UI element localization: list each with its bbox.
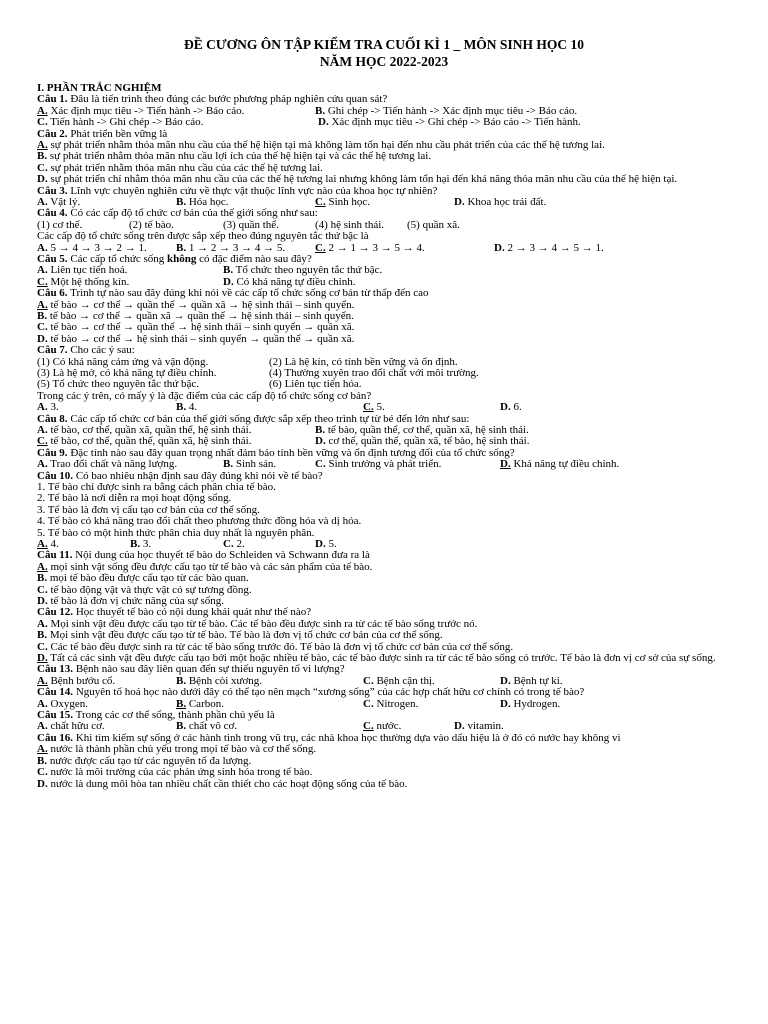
option-row — [37, 402, 731, 413]
option: A. nước là thành phần chủ yếu trong mọi tế bào và cơ thể sống. — [37, 743, 317, 756]
option: C. Tiến hành -> Ghi chép -> Báo cáo. — [37, 116, 204, 129]
option: D. 5. — [315, 538, 337, 551]
option-row — [37, 197, 731, 208]
list-item: (4) Thường xuyên trao đổi chất với môi trường. — [269, 367, 479, 380]
option: B. sự phát triển nhằm thỏa mãn nhu cầu lợi ích của thế hệ hiện tại và các thế hệ tương lai. — [37, 150, 432, 163]
option: C. tế bào, cơ thể, quần thể, quần xã, hệ sinh thái. — [37, 435, 252, 448]
option: C. tế bào → cơ thể → quần thể → hệ sinh thái – sinh quyển → quần xã. — [37, 321, 355, 334]
list-item: (2) Là hệ kín, có tính bền vững và ổn định. — [269, 355, 458, 368]
section-heading: I. PHẦN TRẮC NGHIỆM — [37, 82, 162, 94]
option: A. 5 → 4 → 3 → 2 → 1. — [37, 241, 147, 254]
option: D. Có khả năng tự điều chỉnh. — [223, 275, 356, 288]
question: Câu 3. Lĩnh vực chuyên nghiên cứu về thực vật thuộc lĩnh vực nào của khoa học tự nhiên? — [37, 184, 438, 197]
list-item: (1) Có khả năng cảm ứng và vận động. — [37, 355, 209, 368]
question: Câu 15. Trong các cơ thể sống, thành phần chủ yếu là — [37, 709, 275, 722]
option-row — [37, 117, 731, 128]
option: A. chất hữu cơ. — [37, 720, 105, 733]
question: Câu 16. Khi tìm kiếm sự sống ở các hành tinh trong vũ trụ, các nhà khoa học thường dựa vào dấu hiệu là ở đó có nước hay không vì — [37, 731, 621, 744]
option: D. cơ thể, quần thể, quần xã, tế bào, hệ sinh thái. — [315, 435, 530, 448]
option: C. Nitrogen. — [363, 697, 419, 710]
option: A. Bệnh bướu cổ. — [37, 674, 116, 687]
question: Câu 12. Học thuyết tế bào có nội dung khái quát như thế nào? — [37, 606, 312, 619]
question: Câu 10. Có bao nhiêu nhận định sau đây đúng khi nói về tế bào? — [37, 469, 323, 482]
option: B. 1 → 2 → 3 → 4 → 5. — [176, 241, 286, 254]
question-lead: Trong các ý trên, có mấy ý là đặc điểm của các cấp độ tổ chức sống cơ bản? — [37, 389, 372, 402]
option: D. Xác định mục tiêu -> Ghi chép -> Báo cáo -> Tiến hành. — [318, 116, 581, 129]
list-item: 2. Tế bào là nơi diễn ra mọi hoạt động sống. — [37, 492, 232, 505]
question-lead: Các cấp độ tổ chức sống trên được sắp xếp theo đúng nguyên tắc thứ bậc là — [37, 230, 369, 243]
option: C. tế bào động vật và thực vật có sự tương đồng. — [37, 583, 252, 596]
option: B. tế bào → cơ thể → quần xã → quần thể → hệ sinh thái – sinh quyển. — [37, 310, 354, 323]
option: A. Mọi sinh vật đều được cấu tạo từ tế bào. Các tế bào đều được sinh ra từ các tế bào sống trước nó. — [37, 617, 478, 630]
question: Câu 1. Đâu là tiến trình theo đúng các bước phương pháp nghiên cứu quan sát? — [37, 93, 388, 106]
option: B. 4. — [176, 401, 198, 414]
list-item: (4) hệ sinh thái. — [315, 218, 385, 231]
option: C. sự phát triển nhằm thỏa mãn nhu cầu của các thế hệ tương lai. — [37, 161, 323, 174]
option: A. tế bào → cơ thể → quần thể → quần xã → hệ sinh thái – sinh quyển. — [37, 298, 355, 311]
option-row — [37, 459, 731, 470]
option: D. vitamin. — [454, 720, 504, 733]
option: C. nước. — [363, 720, 402, 733]
option: B. Bệnh còi xương. — [176, 674, 263, 687]
option-row — [37, 243, 731, 254]
option: B. Carbon. — [176, 697, 224, 710]
option: B. Tổ chức theo nguyên tắc thứ bậc. — [223, 264, 383, 277]
option: A. 3. — [37, 401, 59, 414]
option: C. Bệnh cận thị. — [363, 674, 435, 687]
list-item: (2) tế bào. — [129, 218, 174, 231]
question: Câu 8. Các cấp tổ chức cơ bản của thế giới sống được sắp xếp theo trình tự từ bé đến lớn như sau: — [37, 412, 470, 425]
option-row — [37, 699, 731, 710]
option: B. tế bào, quần thể, cơ thể, quần xã, hệ sinh thái. — [315, 424, 529, 437]
list-item: 1. Tế bào chỉ được sinh ra bằng cách phân chia tế bào. — [37, 481, 276, 493]
option: A. sự phát triển nhằm thỏa mãn nhu cầu của thế hệ hiện tại mà không làm tổn hại đến nhu cầu phát triển của các thế hệ tương lai. — [37, 139, 605, 151]
option: D. tế bào → cơ thể → hệ sinh thái – sinh quyển → quần thể → quần xã. — [37, 332, 355, 345]
option-row — [37, 277, 731, 288]
option: D. 6. — [500, 401, 522, 414]
question: Câu 13. Bệnh nào sau đây liên quan đến sự thiếu nguyên tố vi lượng? — [37, 663, 345, 676]
item-row — [37, 220, 731, 231]
option: C. 2 → 1 → 3 → 5 → 4. — [315, 241, 425, 254]
list-item: (3) Là hệ mở, có khả năng tự điều chỉnh. — [37, 367, 217, 380]
option: A. 4. — [37, 538, 59, 551]
option: D. Tất cả các sinh vật đều được cấu tạo bởi một hoặc nhiều tế bào, các tế bào được sinh ra từ các tế bào sống có trước. Tế bào là đơn vị cơ sở của sự sống. — [37, 652, 716, 665]
option: D. sự phát triển chỉ nhằm thỏa mãn nhu cầu của các thế hệ tương lai nhưng không làm tổn hại đến khả năng thỏa mãn nhu cầu của thế hệ hiện tại. — [37, 173, 678, 186]
option: B. Mọi sinh vật đều được cấu tạo từ tế bào. Tế bào là đơn vị tổ chức cơ bản của cơ thể sống. — [37, 629, 443, 642]
option: D. nước là dung môi hòa tan nhiều chất cần thiết cho các hoạt động sống của tế bào. — [37, 777, 408, 790]
option: D. Khả năng tự điều chỉnh. — [500, 458, 620, 471]
school-year: NĂM HỌC 2022-2023 — [319, 54, 449, 69]
document-title: ĐỀ CƯƠNG ÔN TẬP KIỂM TRA CUỐI KÌ 1 _ MÔN SINH HỌC 10 — [184, 37, 584, 52]
question: Câu 6. Trình tự nào sau đây đúng khi nói về các cấp tổ chức sống cơ bản từ thấp đến cao — [37, 287, 429, 300]
option: B. 3. — [130, 538, 152, 551]
option: A. mọi sinh vật sống đều được cấu tạo từ tế bào và các sản phẩm của tế bào. — [37, 560, 373, 573]
question: Câu 4. Có các cấp độ tổ chức cơ bản của thế giới sống như sau: — [37, 207, 318, 220]
option: D. Bệnh tự kỉ. — [500, 674, 563, 687]
option: B. nước được cấu tạo từ các nguyên tố đa lượng. — [37, 754, 252, 767]
option: C. Sinh trưởng và phát triển. — [315, 458, 442, 471]
list-item: 4. Tế bào có khả năng trao đổi chất theo phương thức đồng hóa và dị hóa. — [37, 515, 362, 528]
question: Câu 7. Cho các ý sau: — [37, 344, 135, 357]
option: C. 5. — [363, 401, 385, 414]
option: B. mọi tế bào đều được cấu tạo từ các bào quan. — [37, 572, 249, 585]
list-item: (5) Tổ chức theo nguyên tắc thứ bậc. — [37, 378, 199, 391]
option: C. 2. — [223, 538, 245, 551]
option: A. Oxygen. — [37, 697, 89, 710]
option: A. tế bào, cơ thể, quần xã, quần thể, hệ sinh thái. — [37, 424, 252, 437]
option: D. tế bào là đơn vị chức năng của sự sống. — [37, 595, 224, 608]
option-row — [37, 676, 731, 687]
option: A. Trao đổi chất và năng lượng. — [37, 458, 178, 471]
question: Câu 5. Các cấp tổ chức sống không có đặc điểm nào sau đây? — [37, 253, 312, 266]
option: B. chất vô cơ. — [176, 720, 238, 733]
item-row — [37, 379, 731, 390]
list-item: 3. Tế bào là đơn vị cấu tạo cơ bản của cơ thể sống. — [37, 503, 260, 516]
option: C. Các tế bào đều được sinh ra từ các tế bào sống trước đó. Tế bào là đơn vị tổ chức cơ bản của cơ thể sống. — [37, 640, 514, 653]
option: C. Sinh học. — [315, 196, 371, 209]
list-item: (3) quần thể. — [223, 218, 279, 231]
option: B. Sinh sản. — [223, 458, 277, 471]
option: D. Hydrogen. — [500, 697, 561, 710]
option-row — [37, 265, 731, 276]
list-item: (1) cơ thể. — [37, 218, 83, 231]
option-row — [37, 539, 731, 550]
option: B. Ghi chép -> Tiến hành -> Xác định mục tiêu -> Báo cáo. — [315, 104, 578, 117]
question: Câu 2. Phát triển bền vững là — [37, 127, 168, 140]
option-row — [37, 436, 731, 447]
option: D. Khoa học trái đất. — [454, 196, 547, 209]
question: Câu 11. Nội dung của học thuyết tế bào do Schleiden và Schwann đưa ra là — [37, 549, 370, 562]
question: Câu 14. Nguyên tố hoá học nào dưới đây có thể tạo nên mạch “xương sống” của các hợp chất hữu cơ chính có trong tế bào? — [37, 686, 585, 699]
list-item: 5. Tế bào có một hình thức phân chia duy nhất là nguyên phân. — [37, 526, 315, 539]
option: C. nước là môi trường của các phản ứng sinh hóa trong tế bào. — [37, 766, 313, 779]
option: B. Hóa học. — [176, 196, 229, 209]
option: C. Một hệ thống kín. — [37, 275, 130, 288]
option: D. 2 → 3 → 4 → 5 → 1. — [494, 241, 604, 254]
list-item: (5) quần xã. — [407, 218, 460, 231]
option-row — [37, 721, 731, 732]
question: Câu 9. Đặc tính nào sau đây quan trọng nhất đảm bảo tính bền vững và ổn định tương đối của tổ chức sống? — [37, 446, 515, 459]
list-item: (6) Liên tục tiến hóa. — [269, 378, 362, 391]
option: A. Liên tục tiến hoá. — [37, 264, 128, 277]
option: A. Xác định mục tiêu -> Tiến hành -> Báo cáo. — [37, 104, 245, 117]
option: A. Vật lý. — [37, 196, 81, 209]
